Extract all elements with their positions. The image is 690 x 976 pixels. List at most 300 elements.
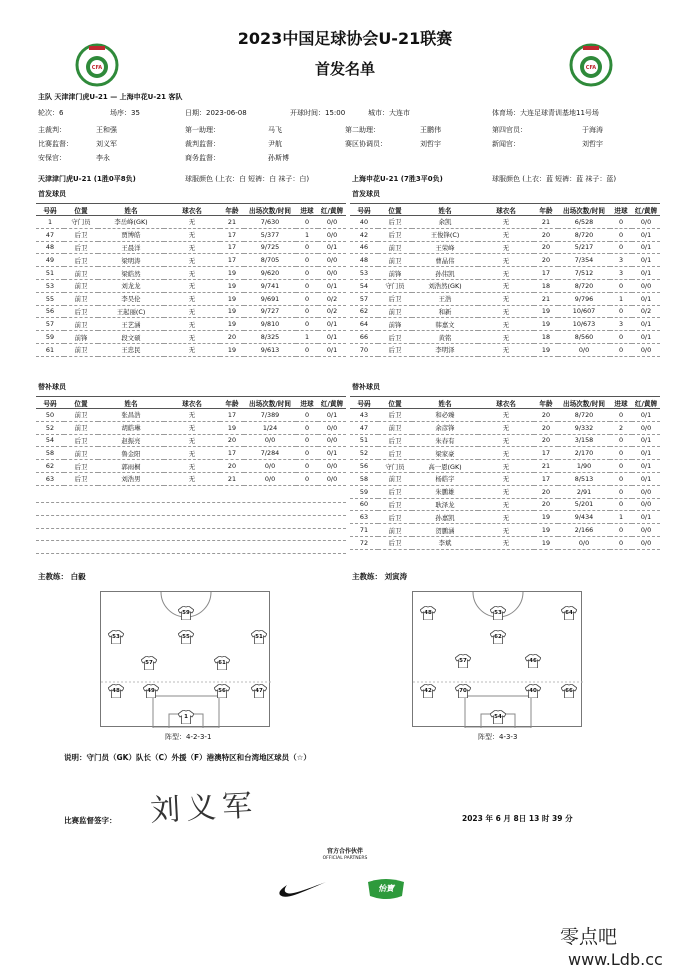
table-cell: 0/2: [318, 305, 346, 318]
home-formation-label: 阵型：4-2-3-1: [165, 733, 212, 741]
watermark-url: www.Ldb.cc: [568, 950, 663, 969]
table-cell: 0/0: [632, 498, 660, 511]
table-cell: 前卫: [64, 343, 98, 356]
official-role: 主裁判：: [38, 126, 66, 134]
table-cell: 19: [534, 536, 558, 549]
table-cell: 71: [350, 524, 378, 537]
table-cell: 0: [296, 343, 318, 356]
table-cell: 前锋: [64, 331, 98, 344]
table-cell: 19: [534, 318, 558, 331]
column-header: 进球: [610, 204, 632, 216]
table-cell: 0/1: [632, 409, 660, 422]
table-row: [350, 318, 660, 331]
table-cell: 57: [350, 292, 378, 305]
table-cell: 63: [350, 511, 378, 524]
official-role: 商务监督：: [185, 154, 220, 162]
player-jersey-icon: [143, 684, 159, 698]
table-cell: 9/796: [558, 292, 610, 305]
table-cell: 无: [478, 472, 534, 485]
table-cell: 张昌浩: [98, 409, 164, 422]
table-cell: 0: [610, 524, 632, 537]
table-cell: 0: [610, 216, 632, 229]
table-cell: 无: [164, 434, 220, 447]
table-cell: 66: [350, 331, 378, 344]
table-cell: 46: [350, 241, 378, 254]
table-cell: 王艺涵: [98, 318, 164, 331]
table-cell: 0/0: [244, 460, 296, 473]
table-row: [36, 254, 346, 267]
table-cell: 孙嘉凯: [412, 511, 478, 524]
table-cell: 后卫: [378, 536, 412, 549]
table-cell: 2/91: [558, 485, 610, 498]
table-row: [350, 216, 660, 229]
table-header-row: [350, 204, 660, 216]
table-cell: 51: [350, 434, 378, 447]
column-header: 红/黄牌: [632, 204, 660, 216]
match-teams: 主队 天津津门虎U-21 — 上海申花U-21 客队: [38, 93, 183, 101]
table-cell: 前卫: [378, 254, 412, 267]
table-cell: 守门员: [64, 216, 98, 229]
table-cell: 梁明涛: [98, 254, 164, 267]
column-header: 位置: [64, 397, 98, 409]
table-cell: 19: [220, 279, 244, 292]
table-row: [36, 472, 346, 485]
table-cell: 0: [610, 536, 632, 549]
player-jersey-icon: [455, 684, 471, 698]
home-subs-label: 替补球员: [38, 383, 66, 391]
table-cell: 后卫: [378, 409, 412, 422]
table-cell: 2/166: [558, 524, 610, 537]
column-header: 红/黄牌: [318, 204, 346, 216]
table-cell: 无: [478, 254, 534, 267]
player-jersey-number: 1: [184, 714, 188, 720]
table-cell: 8/513: [558, 472, 610, 485]
table-cell: 余凯: [412, 216, 478, 229]
official-role: 安保官：: [38, 154, 66, 162]
table-cell: 无: [478, 485, 534, 498]
official-role: 比赛监督：: [38, 140, 73, 148]
table-cell: 前卫: [64, 267, 98, 280]
column-header: 年龄: [534, 204, 558, 216]
table-cell: 6/528: [558, 216, 610, 229]
table-cell: 0/0: [318, 216, 346, 229]
player-jersey-icon: [525, 684, 541, 698]
table-row: [350, 241, 660, 254]
table-cell: 0: [296, 447, 318, 460]
column-header: 球衣名: [164, 204, 220, 216]
table-row: [36, 279, 346, 292]
table-cell: 51: [36, 267, 64, 280]
table-cell: 59: [36, 331, 64, 344]
table-cell: 0/1: [632, 254, 660, 267]
table-row: [350, 498, 660, 511]
table-cell: 0/1: [632, 241, 660, 254]
table-cell: 0/1: [632, 447, 660, 460]
table-cell: 0/1: [632, 472, 660, 485]
table-row: [350, 305, 660, 318]
column-header: 红/黄牌: [318, 397, 346, 409]
table-row: [350, 421, 660, 434]
signature-label: 比赛监督签字：: [64, 816, 117, 825]
table-cell: 后卫: [378, 216, 412, 229]
table-cell: 朱春有: [412, 434, 478, 447]
table-cell: 0/0: [318, 472, 346, 485]
table-cell: 后卫: [64, 241, 98, 254]
player-jersey-icon: [525, 654, 541, 668]
table-cell: 后卫: [378, 498, 412, 511]
table-cell: 无: [478, 279, 534, 292]
column-header: 姓名: [412, 204, 478, 216]
watermark-cn: 零点吧: [560, 926, 618, 948]
table-cell: 2/170: [558, 447, 610, 460]
player-jersey-icon: [141, 656, 157, 670]
table-cell: 19: [220, 292, 244, 305]
table-cell: 56: [350, 460, 378, 473]
table-cell: 郭雨桐: [98, 460, 164, 473]
table-cell: 0/2: [632, 305, 660, 318]
away-starters-table: [350, 203, 660, 357]
table-row: [350, 472, 660, 485]
table-cell: 无: [164, 267, 220, 280]
player-jersey-icon: [178, 710, 194, 724]
table-cell: 0: [296, 241, 318, 254]
table-cell: 前锋: [378, 267, 412, 280]
table-cell: 8/720: [558, 228, 610, 241]
table-row: [350, 536, 660, 549]
match-round: 轮次：6: [38, 109, 64, 117]
table-cell: 1/24: [244, 421, 296, 434]
official-name: 刘哲宇: [420, 140, 441, 148]
table-cell: 余彦锋: [412, 421, 478, 434]
table-cell: 0: [610, 434, 632, 447]
column-header: 年龄: [220, 397, 244, 409]
table-cell: 10/607: [558, 305, 610, 318]
table-cell: 李岳峰(GK): [98, 216, 164, 229]
table-cell: 前卫: [64, 421, 98, 434]
table-cell: 贾博皓: [98, 228, 164, 241]
table-cell: 0/1: [632, 511, 660, 524]
table-cell: 黄铭: [412, 331, 478, 344]
table-cell: 0/0: [632, 536, 660, 549]
table-cell: 2: [610, 421, 632, 434]
table-cell: 17: [220, 447, 244, 460]
table-cell: 0: [610, 472, 632, 485]
table-cell: 20: [534, 498, 558, 511]
table-cell: 李昊伦: [98, 292, 164, 305]
table-cell: 7/630: [244, 216, 296, 229]
column-header: 球衣名: [164, 397, 220, 409]
table-cell: 前卫: [378, 421, 412, 434]
table-cell: 62: [36, 460, 64, 473]
table-cell: 17: [534, 447, 558, 460]
table-cell: 0/0: [318, 254, 346, 267]
table-cell: 72: [350, 536, 378, 549]
table-cell: 58: [36, 447, 64, 460]
table-cell: 0/0: [318, 434, 346, 447]
table-cell: 53: [36, 279, 64, 292]
table-cell: 无: [478, 511, 534, 524]
table-cell: 后卫: [64, 460, 98, 473]
table-cell: 前卫: [378, 305, 412, 318]
table-cell: 9/332: [558, 421, 610, 434]
table-cell: 0/0: [632, 524, 660, 537]
table-cell: 0/1: [632, 292, 660, 305]
player-jersey-number: 46: [529, 658, 537, 664]
table-cell: 王起丽(C): [98, 305, 164, 318]
table-cell: 9/727: [244, 305, 296, 318]
legend-note: 说明：守门员（GK）队长（C）外援（F）港澳特区和台湾地区球员（☆）: [64, 753, 311, 762]
column-header: 进球: [296, 204, 318, 216]
table-cell: 49: [36, 254, 64, 267]
table-cell: 朱鹏雄: [412, 485, 478, 498]
table-row: [350, 292, 660, 305]
table-cell: 70: [350, 343, 378, 356]
player-jersey-icon: [251, 684, 267, 698]
table-cell: 王晨洋: [98, 241, 164, 254]
column-header: 年龄: [220, 204, 244, 216]
table-cell: 无: [478, 343, 534, 356]
table-cell: 无: [478, 524, 534, 537]
table-cell: 0: [610, 460, 632, 473]
table-cell: 64: [350, 318, 378, 331]
table-cell: 8/720: [558, 279, 610, 292]
table-cell: 0/0: [632, 216, 660, 229]
table-cell: 后卫: [64, 254, 98, 267]
table-cell: 无: [164, 331, 220, 344]
table-cell: 1: [610, 292, 632, 305]
table-cell: 0: [296, 409, 318, 422]
table-cell: 21: [534, 460, 558, 473]
table-cell: 梁家豪: [412, 447, 478, 460]
away-formation-pitch: [412, 591, 582, 727]
table-cell: 刘浩然(GK): [412, 279, 478, 292]
home-team-name: 天津津门虎U-21 (1胜0平8负): [38, 175, 136, 183]
table-cell: 9/434: [558, 511, 610, 524]
table-cell: 17: [220, 228, 244, 241]
table-cell: 无: [478, 460, 534, 473]
official-name: 马飞: [268, 126, 282, 134]
table-row: [36, 421, 346, 434]
table-cell: 李斌: [412, 536, 478, 549]
table-cell: 前卫: [378, 472, 412, 485]
partners-title: 官方合作伙伴: [326, 848, 363, 855]
table-row: [350, 511, 660, 524]
table-cell: 54: [36, 434, 64, 447]
table-cell: 无: [478, 421, 534, 434]
table-cell: 43: [350, 409, 378, 422]
table-cell: 18: [534, 331, 558, 344]
table-cell: 王浩: [412, 292, 478, 305]
table-cell: 55: [36, 292, 64, 305]
table-cell: 61: [36, 343, 64, 356]
table-cell: 孙伟凯: [412, 267, 478, 280]
table-cell: 17: [220, 409, 244, 422]
table-cell: 0: [610, 343, 632, 356]
table-cell: 59: [350, 485, 378, 498]
home-coach: 主教练： 白毅: [38, 572, 86, 581]
nike-logo: [278, 878, 328, 900]
table-cell: 18: [534, 279, 558, 292]
column-header: 姓名: [98, 397, 164, 409]
table-cell: 后卫: [378, 447, 412, 460]
column-header: 位置: [64, 204, 98, 216]
player-jersey-number: 57: [459, 658, 467, 664]
table-cell: 无: [478, 267, 534, 280]
table-cell: 前卫: [64, 279, 98, 292]
table-cell: 后卫: [378, 228, 412, 241]
table-cell: 20: [220, 460, 244, 473]
player-jersey-number: 42: [424, 688, 432, 694]
table-cell: 无: [164, 460, 220, 473]
table-cell: 9/613: [244, 343, 296, 356]
column-header: 球衣名: [478, 397, 534, 409]
page-title: 2023中国足球协会U-21联赛: [237, 29, 453, 48]
player-jersey-number: 54: [494, 714, 502, 720]
official-name: 于海涛: [582, 126, 603, 134]
table-cell: 0: [296, 460, 318, 473]
table-cell: 63: [36, 472, 64, 485]
table-cell: 无: [164, 305, 220, 318]
table-header-row: [36, 204, 346, 216]
player-jersey-number: 56: [218, 688, 226, 694]
table-cell: 19: [534, 511, 558, 524]
match-city: 城市：大连市: [368, 109, 410, 117]
table-cell: 前卫: [64, 292, 98, 305]
official-name: 王和强: [96, 126, 117, 134]
table-cell: 53: [350, 267, 378, 280]
table-cell: 曹晶伟: [412, 254, 478, 267]
player-jersey-number: 53: [494, 610, 502, 616]
table-cell: 0/1: [318, 318, 346, 331]
table-cell: 0: [296, 421, 318, 434]
table-row: [350, 254, 660, 267]
table-cell: 0: [296, 472, 318, 485]
table-cell: 9/741: [244, 279, 296, 292]
cbest-logo: [366, 878, 406, 900]
table-cell: 1: [610, 511, 632, 524]
away-subs-label: 替补球员: [352, 383, 380, 391]
player-jersey-icon: [420, 684, 436, 698]
table-row: [36, 305, 346, 318]
away-starters-label: 首发球员: [352, 190, 380, 198]
table-cell: 9/810: [244, 318, 296, 331]
player-jersey-number: 62: [494, 634, 502, 640]
table-cell: 0/0: [244, 434, 296, 447]
table-cell: 52: [36, 421, 64, 434]
column-header: 进球: [610, 397, 632, 409]
table-cell: 50: [36, 409, 64, 422]
table-cell: 20: [220, 331, 244, 344]
table-row: [350, 228, 660, 241]
official-role: 赛区协调员：: [345, 140, 387, 148]
table-cell: 无: [478, 228, 534, 241]
page-subtitle: 首发名单: [314, 60, 375, 78]
table-cell: 8/705: [244, 254, 296, 267]
table-cell: 19: [220, 305, 244, 318]
table-cell: 后卫: [378, 331, 412, 344]
table-row: [350, 524, 660, 537]
table-cell: 0/0: [318, 460, 346, 473]
table-row: [36, 331, 346, 344]
table-cell: 19: [534, 305, 558, 318]
away-team-name: 上海申花U-21 (7胜3平0负): [352, 175, 443, 183]
player-jersey-icon: [420, 606, 436, 620]
table-cell: 20: [534, 421, 558, 434]
away-coach: 主教练： 刘寅涛: [352, 572, 408, 581]
player-jersey-number: 66: [565, 688, 573, 694]
table-cell: 无: [478, 434, 534, 447]
table-cell: 56: [36, 305, 64, 318]
table-cell: 19: [220, 343, 244, 356]
table-cell: 赵振亮: [98, 434, 164, 447]
table-cell: 3: [610, 254, 632, 267]
table-row: [36, 292, 346, 305]
table-cell: 无: [164, 472, 220, 485]
table-cell: 5/217: [558, 241, 610, 254]
table-cell: 9/620: [244, 267, 296, 280]
column-header: 姓名: [98, 204, 164, 216]
cbest-logo-text: 怡寶: [378, 884, 394, 893]
player-jersey-number: 64: [565, 610, 573, 616]
table-row: [350, 485, 660, 498]
table-row: [36, 241, 346, 254]
table-cell: 0/1: [318, 447, 346, 460]
table-cell: 3: [610, 318, 632, 331]
supervisor-signature: 刘义军: [149, 788, 260, 829]
table-row: [350, 447, 660, 460]
player-jersey-icon: [490, 606, 506, 620]
column-header: 出场次数/时间: [244, 397, 296, 409]
table-cell: 0/1: [318, 409, 346, 422]
table-cell: 42: [350, 228, 378, 241]
table-cell: 0: [610, 498, 632, 511]
column-header: 号码: [350, 204, 378, 216]
table-header-row: [350, 397, 660, 409]
table-cell: 无: [164, 447, 220, 460]
table-cell: 21: [220, 216, 244, 229]
table-cell: 17: [220, 241, 244, 254]
table-cell: 和必臻: [412, 409, 478, 422]
table-cell: 1: [296, 331, 318, 344]
official-name: 李永: [96, 154, 110, 162]
table-cell: 5/201: [558, 498, 610, 511]
table-cell: 杨皓宇: [412, 472, 478, 485]
table-cell: 后卫: [64, 472, 98, 485]
table-cell: 前卫: [378, 241, 412, 254]
home-starters-label: 首发球员: [38, 190, 66, 198]
svg-text:CFA: CFA: [585, 65, 597, 71]
empty-row-line: [36, 502, 346, 503]
player-jersey-icon: [561, 684, 577, 698]
table-cell: 0/0: [558, 536, 610, 549]
table-cell: 无: [164, 292, 220, 305]
home-subs-table: [36, 396, 346, 486]
table-cell: 10/673: [558, 318, 610, 331]
table-cell: 3: [610, 267, 632, 280]
table-cell: 守门员: [378, 279, 412, 292]
away-formation-label: 阵型：4-3-3: [478, 733, 518, 741]
table-cell: 段文硕: [98, 331, 164, 344]
table-cell: 8/325: [244, 331, 296, 344]
match-number: 场序：35: [110, 109, 140, 117]
table-row: [350, 460, 660, 473]
table-cell: 无: [164, 421, 220, 434]
table-cell: 7/389: [244, 409, 296, 422]
table-cell: 0/1: [632, 318, 660, 331]
table-cell: 0: [296, 254, 318, 267]
player-jersey-number: 48: [112, 688, 120, 694]
column-header: 进球: [296, 397, 318, 409]
